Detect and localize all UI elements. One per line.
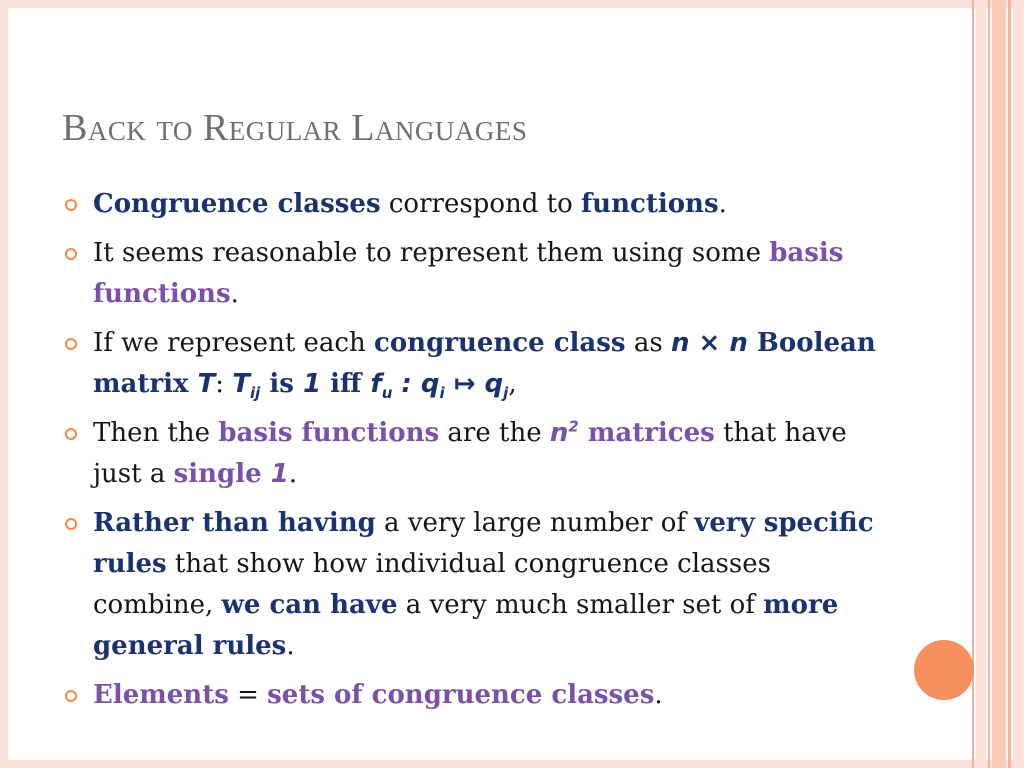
bullet-text-segment: , [508,369,517,399]
bullet-item [62,503,892,667]
bullet-text-segment: very specific rules [93,508,874,579]
left-border [0,0,8,768]
bullet-item [62,413,892,495]
bullet-circle-icon [65,428,77,440]
bullet-text-segment: T [232,369,251,399]
bullet-text-segment: 2 [568,417,579,436]
bullet-text-segment: a very much smaller set of [397,590,764,620]
bullet-text-segment: functions [581,189,719,219]
bullet-item [62,323,892,405]
bullet-text-segment: Congruence classes [93,189,381,219]
bullet-text-segment: ↦ q [444,369,504,399]
bullet-text-segment: Elements [93,680,229,710]
bullet-text-segment: u [381,384,393,403]
bullet-text-segment: = [228,680,268,710]
decorative-circle [914,640,974,700]
bullet-text-segment: that show how individual congruence classes combine, [93,549,771,620]
bullet-text-segment: a very large number of [375,508,695,538]
bullet-text-segment: f [370,369,382,399]
bullet-text-segment: 1 [302,369,322,399]
bullet-circle-icon [65,248,77,260]
bullet-text-segment: as [625,328,671,358]
bullet-text-segment: correspond to [380,189,581,219]
bullet-text-segment: iff [321,369,371,399]
bullet-text-segment: we can have [221,590,398,620]
bullet-text-segment: are the [439,418,550,448]
bullet-text-segment: 1 [270,459,289,489]
bullet-text-segment: matrices [578,418,715,448]
bullet-text-segment: If we represent each [93,328,374,358]
bullet-text-segment: . [654,680,663,710]
bullet-text-segment: Then the [93,418,219,448]
bullet-text-segment: that have just a [93,418,847,489]
bullet-text-segment: n × n [670,328,748,358]
slide-title: Back to Regular Languages [62,107,528,149]
bullet-text-segment: ij [250,384,261,403]
right-decorative-stripes [972,0,1024,768]
bullet-list [62,184,892,724]
bullet-circle-icon [65,199,77,211]
bullet-text-segment: congruence class [374,328,626,358]
bullet-text-segment: basis functions [93,238,844,309]
bullet-text-segment: n [549,418,569,448]
bullet-text-segment: Boolean matrix [93,328,876,399]
bullet-text-segment: single [173,459,271,489]
bullet-circle-icon [65,338,77,350]
bullet-text-segment: i [439,384,445,403]
bullet-text-segment: . [230,279,239,309]
bullet-text-segment: more general rules [93,590,839,661]
bullet-circle-icon [65,690,77,702]
bullet-text-segment: : [215,369,233,399]
bullet-text-segment: basis functions [218,418,440,448]
bullet-text-segment: Rather than having [93,508,376,538]
bullet-text-segment: j [503,384,509,403]
bottom-border [0,760,1024,768]
bullet-text-segment: . [286,631,295,661]
bullet-text-segment: : q [392,369,440,399]
bullet-item [62,233,892,315]
bullet-text-segment: . [718,189,727,219]
bullet-circle-icon [65,518,77,530]
bullet-text-segment: T [197,369,216,399]
bullet-text-segment: It seems reasonable to represent them using some [93,238,770,268]
bullet-text-segment: sets of congruence classes [267,680,655,710]
bullet-text-segment: is [260,369,303,399]
top-border [0,0,1024,8]
bullet-text-segment: . [288,459,298,489]
bullet-item [62,675,892,716]
bullet-item [62,184,892,225]
